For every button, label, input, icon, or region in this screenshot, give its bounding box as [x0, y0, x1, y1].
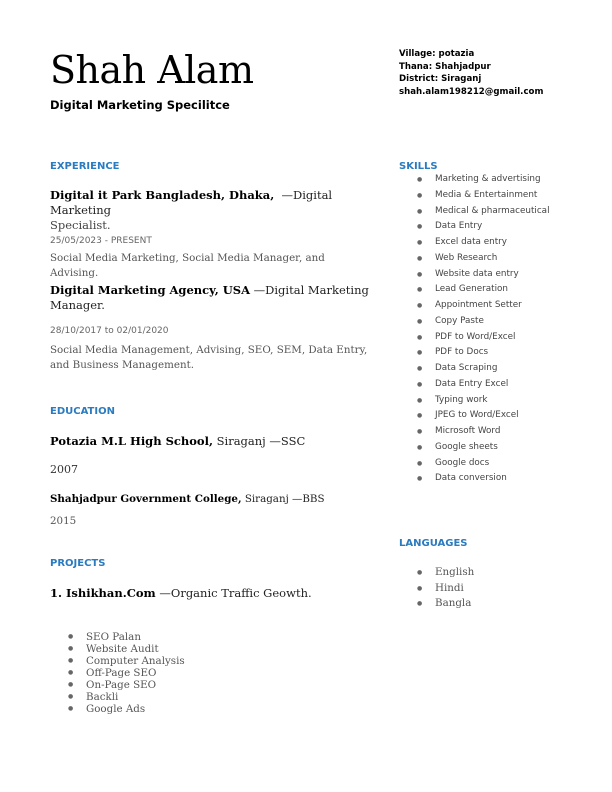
education-place: Siraganj —BBS	[244, 493, 325, 505]
list-item: ● PDF to Docs	[399, 345, 550, 361]
education-place: Siraganj —SSC	[216, 434, 306, 448]
list-item: ● Media & Entertainment	[399, 188, 550, 204]
education-year: 2015	[50, 515, 77, 527]
experience-date: 28/10/2017 to 02/01/2020	[50, 326, 169, 336]
languages-list	[399, 565, 474, 612]
list-item: ● Copy Paste	[399, 314, 550, 330]
contact-email: shah.alam198212@gmail.com	[399, 86, 544, 97]
experience-role: —Digital Marketing	[253, 283, 369, 297]
list-item: ● Typing work	[399, 393, 550, 409]
contact-block	[399, 48, 543, 98]
project-desc: —Organic Traffic Geowth.	[159, 586, 312, 600]
list-item: ● Lead Generation	[399, 282, 550, 298]
job-title: Digital Marketing Specilitce	[50, 98, 230, 112]
education-heading: EDUCATION	[50, 406, 115, 417]
contact-thana: Thana: Shahjadpur	[399, 61, 491, 72]
education-school: Potazia M.L High School,	[50, 434, 213, 448]
education-school: Shahjadpur Government College,	[50, 493, 242, 505]
candidate-name: Shah Alam	[50, 48, 254, 92]
list-item: ● Google sheets	[399, 440, 550, 456]
list-item: ● SEO Palan	[50, 631, 185, 643]
list-item: ● Web Research	[399, 251, 550, 267]
experience-role-cont: Specialist.	[50, 218, 111, 232]
list-item: ● English	[399, 565, 474, 581]
education-item-2	[50, 492, 370, 507]
list-item: ● Google Ads	[50, 703, 185, 715]
experience-role: —Digital Marketing	[50, 188, 333, 217]
list-item: ● Backli	[50, 691, 185, 703]
contact-village: Village: potazia	[399, 49, 475, 59]
languages-heading: LANGUAGES	[399, 538, 468, 549]
list-item: ● Hindi	[399, 581, 474, 597]
list-item: ● PDF to Word/Excel	[399, 330, 550, 346]
experience-desc: Social Media Marketing, Social Media Manager, and Advising.	[50, 252, 325, 279]
list-item: ● On-Page SEO	[50, 679, 185, 691]
project-task-list	[50, 631, 185, 715]
list-item: ● Data conversion	[399, 471, 550, 487]
list-item: ● Appointment Setter	[399, 298, 550, 314]
project-heading	[50, 586, 370, 601]
experience-desc: Social Media Management, Advising, SEO, SEM, Data Entry, and Business Management.	[50, 344, 368, 371]
list-item: ● Bangla	[399, 596, 474, 612]
experience-item-1-heading	[50, 188, 370, 233]
list-item: ● Computer Analysis	[50, 655, 185, 667]
skills-list	[399, 172, 550, 487]
list-item: ● Microsoft Word	[399, 424, 550, 440]
education-item-1	[50, 434, 370, 449]
experience-org: Digital Marketing Agency, USA	[50, 283, 250, 297]
list-item: ● Medical & pharmaceutical	[399, 204, 550, 220]
list-item: ● Data Scraping	[399, 361, 550, 377]
experience-org: Digital it Park Bangladesh, Dhaka,	[50, 188, 275, 202]
projects-heading: PROJECTS	[50, 558, 106, 569]
list-item: ● Marketing & advertising	[399, 172, 550, 188]
list-item: ● Data Entry	[399, 219, 550, 235]
list-item: ● Excel data entry	[399, 235, 550, 251]
list-item: ● Website data entry	[399, 267, 550, 283]
list-item: ● Google docs	[399, 456, 550, 472]
contact-district: District: Siraganj	[399, 74, 482, 85]
experience-date: 25/05/2023 - PRESENT	[50, 236, 152, 246]
list-item: ● JPEG to Word/Excel	[399, 408, 550, 424]
experience-role-cont: Manager.	[50, 298, 105, 312]
project-name: 1. Ishikhan.Com	[50, 586, 156, 600]
experience-heading: EXPERIENCE	[50, 161, 120, 172]
education-year: 2007	[50, 463, 78, 476]
experience-item-2-heading	[50, 283, 370, 313]
list-item: ● Website Audit	[50, 643, 185, 655]
list-item: ● Off-Page SEO	[50, 667, 185, 679]
skills-heading: SKILLS	[399, 161, 438, 172]
list-item: ● Data Entry Excel	[399, 377, 550, 393]
